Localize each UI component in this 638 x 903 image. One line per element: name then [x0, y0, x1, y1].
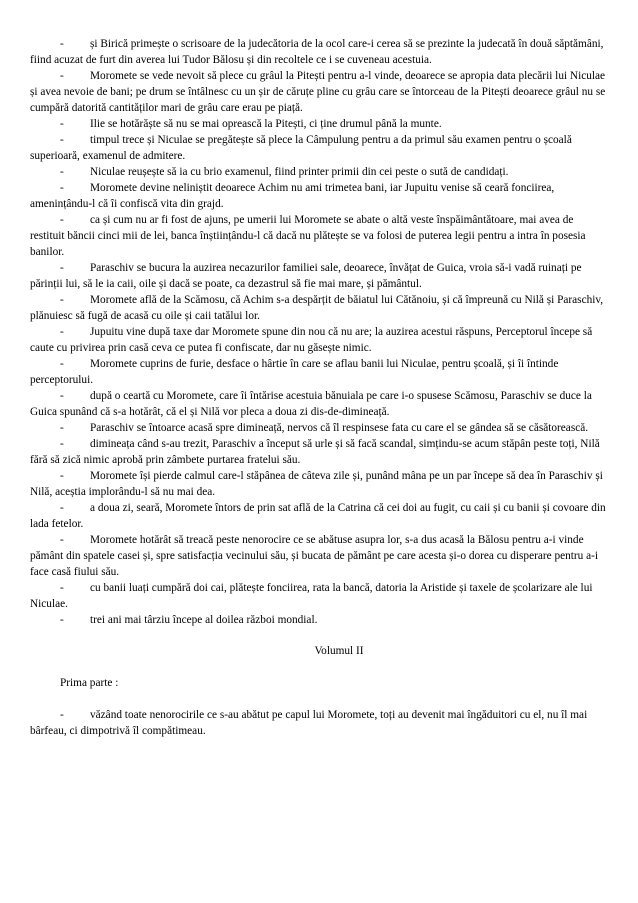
summary-item-text: Paraschiv se întoarce acasă spre dimineață, nervos că îl respinsese fata cu care el se gândea să se căsătorească.: [90, 422, 589, 434]
summary-item: [30, 260, 608, 292]
dash-bullet: -: [60, 470, 64, 482]
volume-heading: Volumul II: [314, 645, 364, 657]
summary-item-text: după o ceartă cu Moromete, care îi întărise acestuia bănuiala pe care i-o spusese Scămosu, Paraschiv se duce la Guica spunând că s-a hotărât, că el și Nilă vor pleca a doua zi dis-de-dimineață.: [30, 390, 592, 418]
summary-list: [30, 36, 608, 628]
summary-item: [30, 580, 608, 612]
dash-bullet: -: [60, 358, 64, 370]
part-summary-list: [30, 707, 608, 739]
dash-bullet: -: [60, 326, 64, 338]
summary-item-text: văzând toate nenorocirile ce s-au abătut pe capul lui Moromete, toți au devenit mai îngăduitori cu el, nu îl mai bârfeau, ci dimpotrivă îl compătimeau.: [30, 709, 588, 737]
summary-item-text: ca și cum nu ar fi fost de ajuns, pe umerii lui Moromete se abate o altă veste înspăimântătoare, mai avea de restituit băncii cinci mii de lei, banca înștiințându-l că dacă nu plătește se va folosi de puterea legii pentru a intra în posesia banilor.: [30, 214, 586, 258]
dash-bullet: -: [60, 182, 64, 194]
summary-item-text: dimineața când s-au trezit, Paraschiv a început să urle și să facă scandal, simțindu-se acum stăpân peste toți, Nilă fără să zică nimic aprobă prin zâmbete purtarea fratelui său.: [30, 438, 600, 466]
dash-bullet: -: [60, 502, 64, 514]
summary-item: [30, 612, 608, 628]
dash-bullet: -: [60, 262, 64, 274]
dash-bullet: -: [60, 134, 64, 146]
summary-item: [30, 468, 608, 500]
summary-item-text: timpul trece și Niculae se pregătește să plece la Câmpulung pentru a da primul său examen pentru o școală superioară, examenul de admitere.: [30, 134, 572, 162]
dash-bullet: -: [60, 534, 64, 546]
summary-item: [30, 500, 608, 532]
summary-item-text: Jupuitu vine după taxe dar Moromete spune din nou că nu are; la auzirea acestui răspuns, Perceptorul începe să caute cu privirea prin casă ceva ce putea fi confiscate, dar nu găsește nimic.: [30, 326, 593, 354]
dash-bullet: -: [60, 614, 64, 626]
dash-bullet: -: [60, 582, 64, 594]
summary-item: [30, 68, 608, 116]
dash-bullet: -: [60, 438, 64, 450]
summary-item: [30, 356, 608, 388]
summary-item: [30, 164, 608, 180]
summary-item: [30, 180, 608, 212]
dash-bullet: -: [60, 118, 64, 130]
summary-item-text: Moromete află de la Scămosu, că Achim s-a despărțit de băiatul lui Cătănoiu, și că împreună cu Nilă și Paraschiv, plănuiesc să fugă de acasă cu oile și caii tatălui lor.: [30, 294, 604, 322]
dash-bullet: -: [60, 709, 64, 721]
summary-item: [30, 324, 608, 356]
summary-item: [30, 388, 608, 420]
summary-item-text: cu banii luați cumpără doi cai, plătește fonciirea, rata la bancă, datoria la Aristide și taxele de școlarizare ale lui Niculae.: [30, 582, 593, 610]
summary-item: [30, 116, 608, 132]
summary-item: [30, 212, 608, 260]
dash-bullet: -: [60, 294, 64, 306]
dash-bullet: -: [60, 214, 64, 226]
dash-bullet: -: [60, 166, 64, 178]
summary-item: [30, 132, 608, 164]
dash-bullet: -: [60, 422, 64, 434]
summary-item: [30, 420, 608, 436]
summary-item: [30, 436, 608, 468]
summary-item-text: Paraschiv se bucura la auzirea necazurilor familiei sale, deoarece, învățat de Guica, vroia să-i vadă ruinați pe părinții lui, să le ia caii, oile și dacă se poate, ca dezastrul să fie mai mare, și pământul.: [30, 262, 582, 290]
dash-bullet: -: [60, 70, 64, 82]
document-content: [30, 36, 608, 739]
summary-item-text: Moromete hotărât să treacă peste nenorocire ce se abătuse asupra lor, s-a dus acasă la Bălosu pentru a-i vinde pământ din spatele casei și, spre satisfacția vecinului său, și bucata de pământ pe care acesta și-o dorea cu disperare pentru a-i face casă fiului său.: [30, 534, 599, 578]
summary-item-text: a doua zi, seară, Moromete întors de prin sat află de la Catrina că cei doi au fugit, cu caii și cu banii și covoare din lada fetelor.: [30, 502, 606, 530]
summary-item: [30, 36, 608, 68]
summary-item-text: Moromete devine neliniștit deoarece Achim nu ami trimetea bani, iar Jupuitu venise să ceară fonciirea, amenințându-l că îi confiscă vita din grajd.: [30, 182, 555, 210]
summary-item-text: Ilie se hotărăște să nu se mai oprească la Pitești, ci ține drumul până la munte.: [90, 118, 442, 130]
summary-item: [30, 707, 608, 739]
summary-item-text: Moromete își pierde calmul care-l stăpânea de câteva zile și, punând mâna pe un par începe să dea în Paraschiv și Nilă, aceștia implorându-l să nu mai dea.: [30, 470, 603, 498]
part-label: Prima parte :: [60, 677, 119, 689]
summary-item-text: Moromete se vede nevoit să plece cu grâul la Pitești pentru a-l vinde, deoarece se apropia data plecării lui Niculae și avea nevoie de bani; pe drum se întâlnesc cu un șir de căruțe pline cu grâu care se întorceau de la Pitești deoarece grâul nu se cumpără datorită cantităților mari de grâu care erau pe piață.: [30, 70, 606, 114]
summary-item: [30, 532, 608, 580]
summary-item-text: Moromete cuprins de furie, desface o hârtie în care se aflau banii lui Niculae, pentru școală, și îi întinde perceptorului.: [30, 358, 559, 386]
dash-bullet: -: [60, 38, 64, 50]
summary-item-text: și Birică primește o scrisoare de la judecătoria de la ocol care-i cerea să se prezinte la judecată în două săptămâni, fiind acuzat de furt din averea lui Tudor Bălosu și din recoltele ce i se cuveneau acestuia.: [30, 38, 604, 66]
summary-item: [30, 292, 608, 324]
dash-bullet: -: [60, 390, 64, 402]
summary-item-text: trei ani mai târziu începe al doilea război mondial.: [90, 614, 318, 626]
summary-item-text: Niculae reușește să ia cu brio examenul, fiind printer primii din cei peste o sută de candidați.: [90, 166, 509, 178]
